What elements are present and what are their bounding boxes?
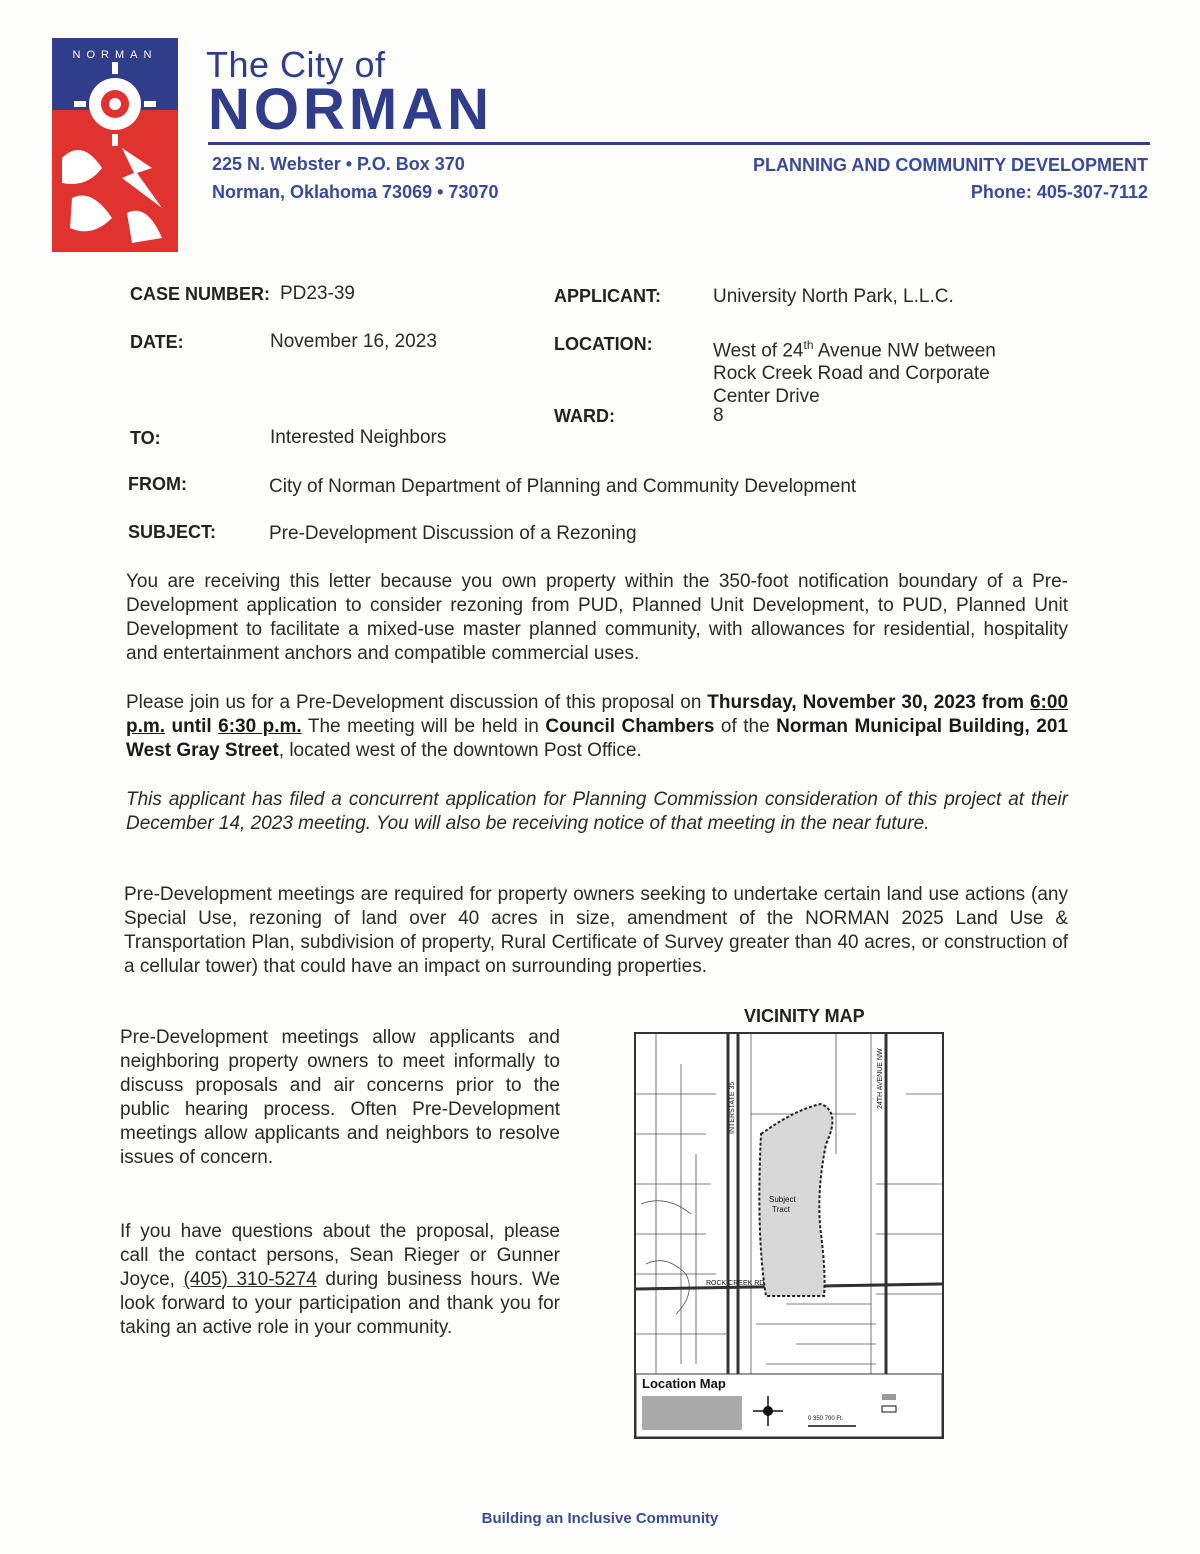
paragraph-meeting: Please join us for a Pre-Development discussion of this proposal on Thursday, November 30, 2023 from 6:00 p.m. until 6:30 p.m. The meeting will be held in Council Chambers of the Norman Municipal Building, 201 West Gray Street, located west of the downtown Post Office.	[126, 692, 1069, 761]
subject-label: SUBJECT:	[128, 522, 217, 542]
paragraph-requirements: Pre-Development meetings are required for property owners seeking to undertake certain land use actions (any Special Use, rezoning of land over 40 acres in size, amendment of the NORMAN 2025 Land Use & Transportation Plan, subdivision of property, Rural Certificate of Survey greater than 40 acres, or construction of a cellular tower) that could have an impact on surrounding properties.	[124, 884, 1068, 977]
city-heading-line: The City of	[206, 44, 386, 85]
case-number-value: PD23-39	[280, 283, 355, 304]
location-value: West of 24th Avenue NW between Rock Creek Road and Corporate Center Drive	[713, 338, 996, 408]
from-value: City of Norman Department of Planning and Community Development	[269, 476, 857, 497]
svg-text:ROCK CREEK RD: ROCK CREEK RD	[706, 1280, 765, 1287]
contact-phone[interactable]: (405) 310-5274	[183, 1269, 317, 1290]
applicant-label: APPLICANT:	[554, 286, 661, 306]
ward-label: WARD:	[554, 406, 615, 426]
date-value: November 16, 2023	[270, 331, 437, 352]
svg-text:INTERSTATE 35: INTERSTATE 35	[729, 1081, 736, 1134]
department-phone: Phone: 405-307-7112	[970, 182, 1148, 202]
ward-value: 8	[713, 405, 724, 426]
city-address: 225 N. Webster • P.O. Box 370 Norman, Oklahoma 73069 • 73070	[212, 154, 499, 202]
svg-text:NORMAN: NORMAN	[72, 49, 158, 61]
subject-value: Pre-Development Discussion of a Rezoning	[269, 523, 637, 544]
footer-tagline: Building an Inclusive Community	[481, 1510, 719, 1527]
department-block	[753, 152, 1148, 206]
from-label: FROM:	[128, 474, 187, 494]
to-label: TO:	[130, 428, 161, 448]
paragraph-purpose: Pre-Development meetings allow applicants and neighboring property owners to meet informally to discuss proposals and air concerns prior to the public hearing process. Often Pre-Development meetings allow applicants and neighbors to resolve issues of concern.	[120, 1027, 560, 1168]
svg-text:Tract: Tract	[772, 1205, 790, 1214]
vicinity-map-title: VICINITY MAP	[744, 1006, 865, 1026]
paragraph-contact: If you have questions about the proposal, please call the contact persons, Sean Rieger or Gunner Joyce, (405) 310-5274 during business hours. We look forward to your participation and thank you for taking an active role in your community.	[120, 1221, 560, 1338]
svg-text:0 350 700 Ft.: 0 350 700 Ft.	[808, 1416, 844, 1422]
vicinity-map	[634, 1032, 944, 1439]
paragraph-concurrent-application: This applicant has filed a concurrent application for Planning Commission consideration of this project at their December 14, 2023 meeting. You will also be receiving notice of that meeting in the near future.	[126, 789, 1068, 834]
header-rule	[208, 142, 1150, 145]
paragraph-notification: You are receiving this letter because you own property within the 350-foot notification boundary of a Pre-Development application to consider rezoning from PUD, Planned Unit Development, to PUD, Planned Unit Development to facilitate a mixed-use master planned community, with allowances for residential, hospitality and entertainment anchors and compatible commercial uses.	[126, 571, 1068, 664]
city-seal-logo	[52, 38, 178, 252]
department-name: PLANNING AND COMMUNITY DEVELOPMENT	[752, 155, 1148, 175]
svg-text:Location Map: Location Map	[642, 1376, 726, 1391]
svg-text:Subject: Subject	[769, 1195, 796, 1204]
applicant-value: University North Park, L.L.C.	[713, 286, 954, 307]
svg-text:24TH AVENUE NW: 24TH AVENUE NW	[877, 1048, 884, 1109]
case-number-label: CASE NUMBER:	[130, 284, 271, 304]
city-name: NORMAN	[208, 77, 493, 142]
date-label: DATE:	[130, 332, 184, 352]
location-label: LOCATION:	[554, 334, 653, 354]
to-value: Interested Neighbors	[270, 427, 447, 448]
